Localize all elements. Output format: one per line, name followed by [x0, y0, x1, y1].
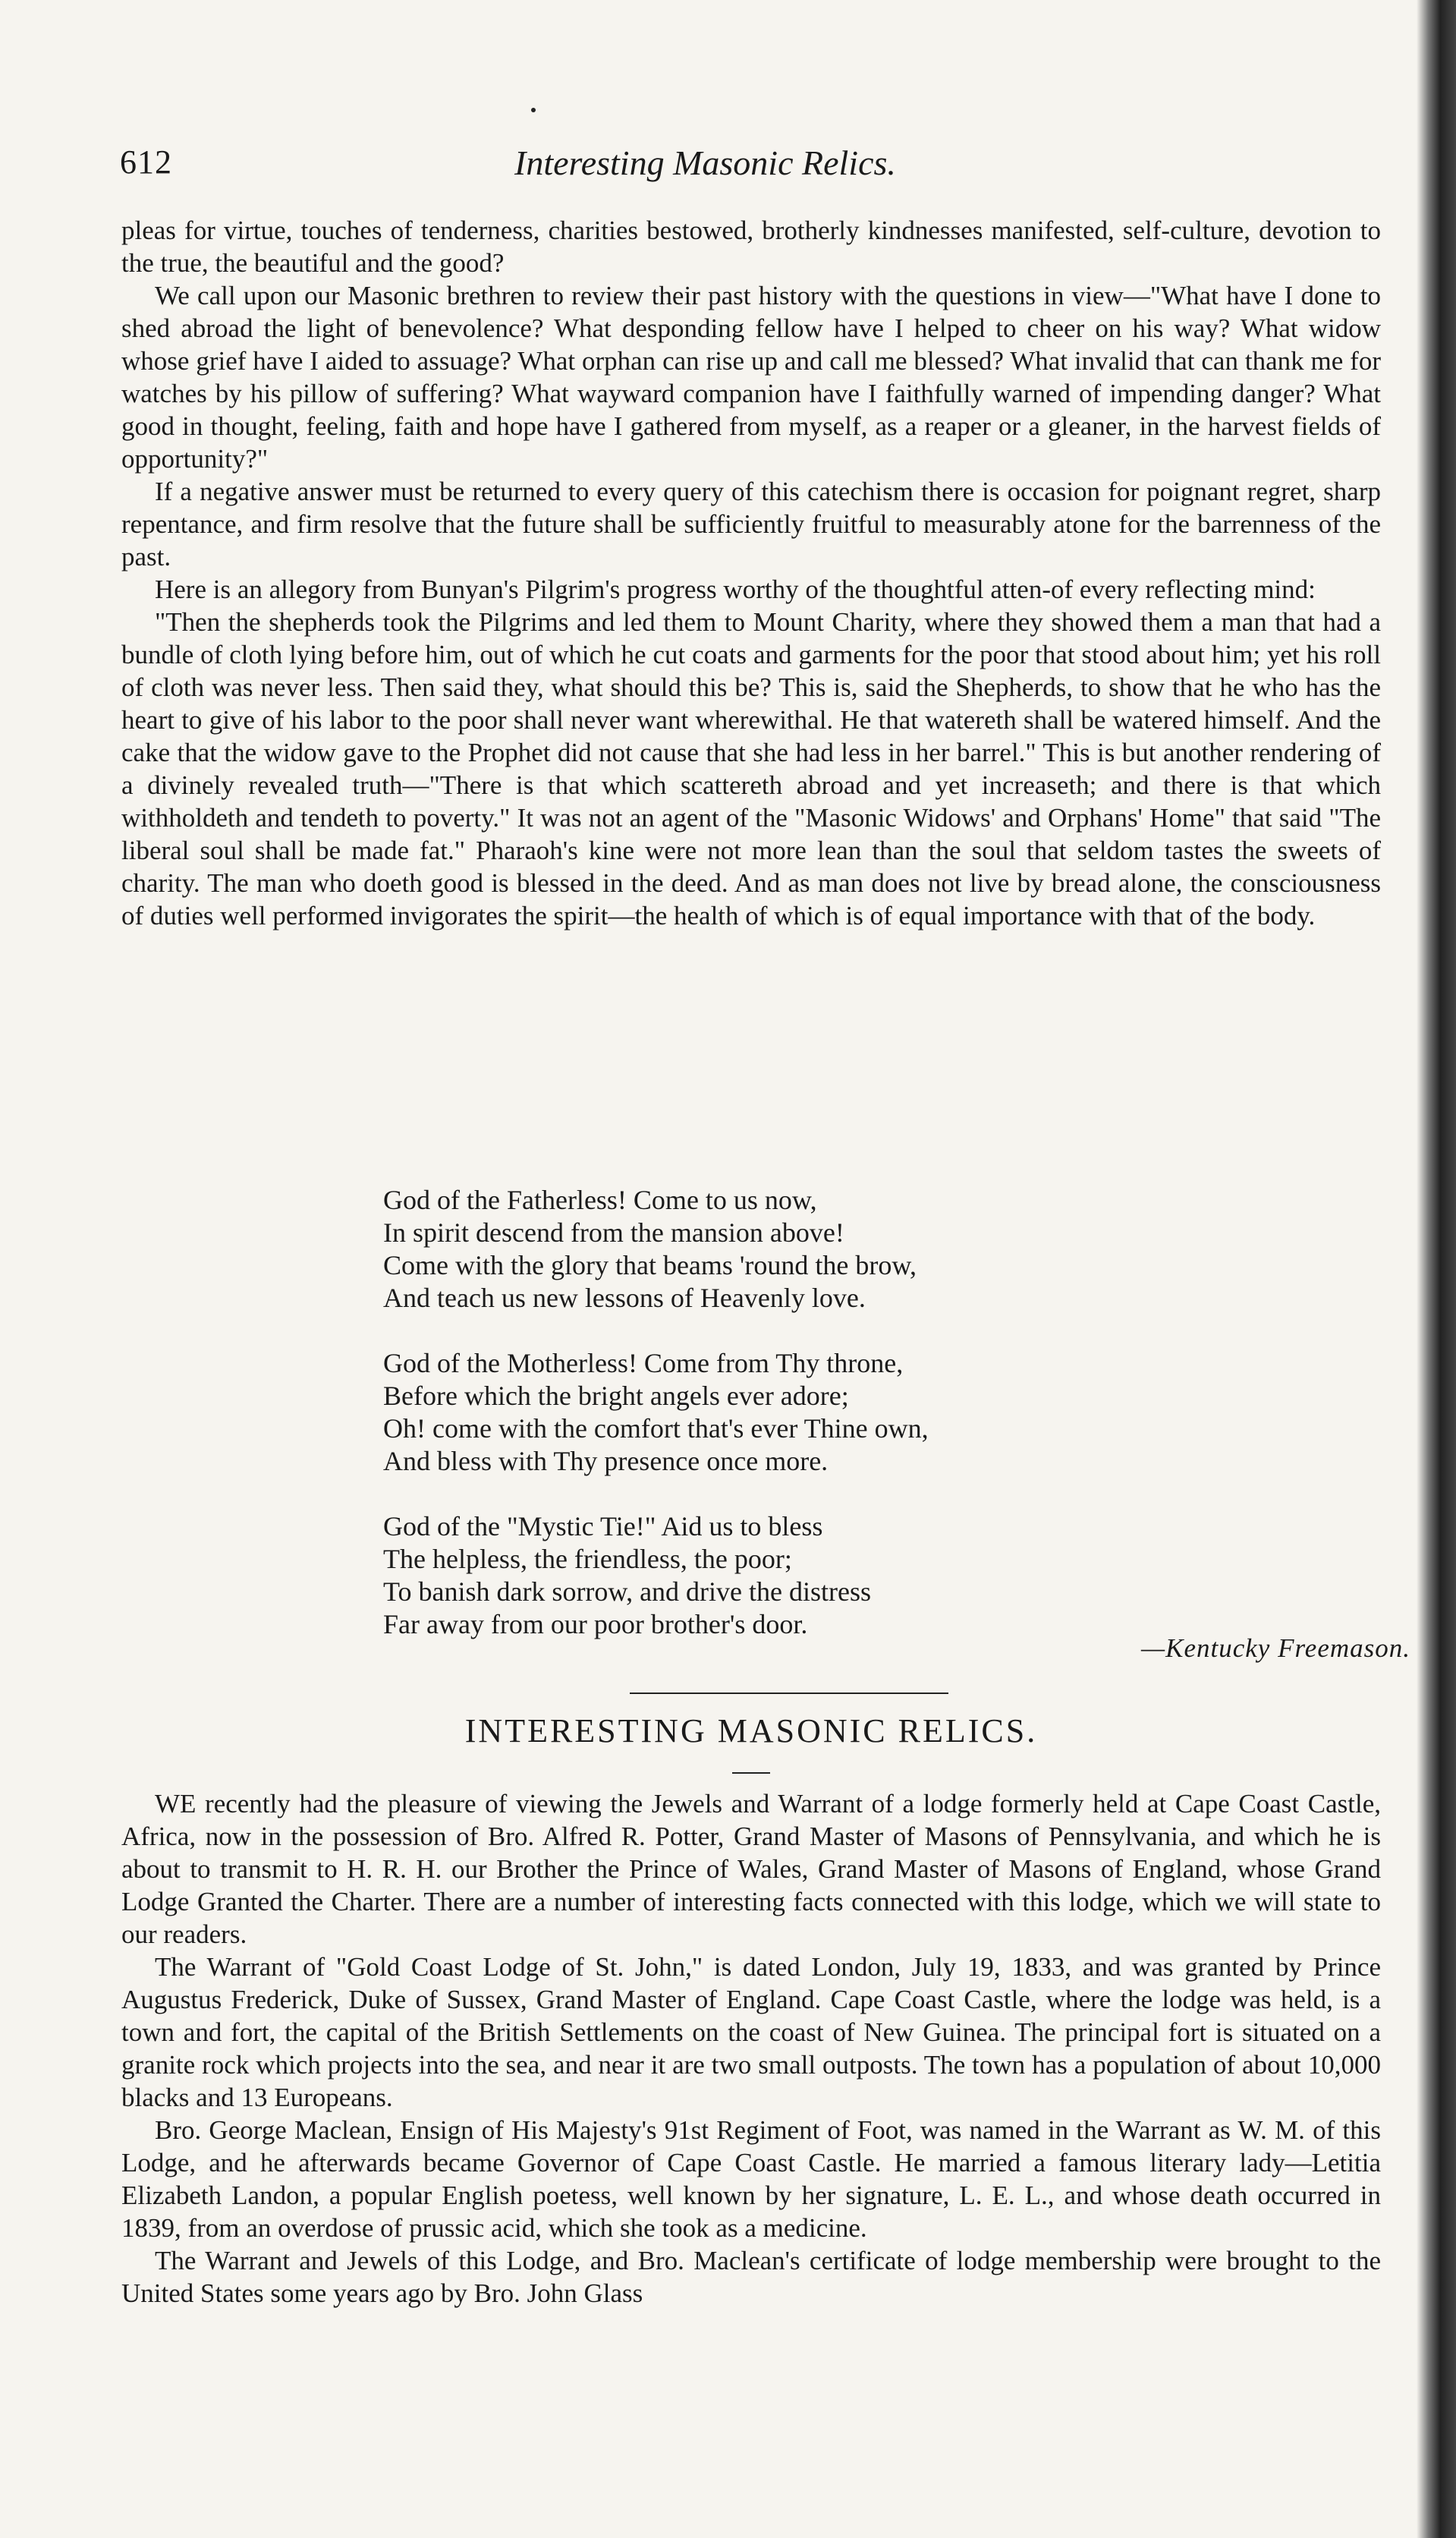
page-edge-shadow [1417, 0, 1456, 2538]
page-number: 612 [120, 143, 172, 181]
paragraph: WE recently had the pleasure of viewing the Jewels and Warrant of a lodge formerly held at Cape Coast Castle, Africa, now in the possession of Bro. Alfred R. Potter, Grand Master of Masons of Pennsylvania, and which he is about to transmit to H. R. H. our Brother the Prince of Wales, Grand Master of Masons of England, whose Grand Lodge Granted the Charter. There are a number of interesting facts connected with this lodge, which we will state to our readers. [121, 1789, 1381, 1949]
article-2-body [121, 1787, 1381, 2310]
poem-line: The helpless, the friendless, the poor; [383, 1544, 792, 1574]
poem-line: Far away from our poor brother's door. [383, 1609, 808, 1639]
title-underline [732, 1772, 770, 1774]
poem-stanza [383, 1510, 1294, 1641]
poem-line: Before which the bright angels ever adore; [383, 1381, 849, 1411]
section-divider [630, 1693, 948, 1694]
poem-line: And teach us new lessons of Heavenly love. [383, 1283, 866, 1313]
poem-attribution: —Kentucky Freemason. [1141, 1633, 1410, 1663]
ink-speck [531, 108, 536, 112]
poem-stanza [383, 1347, 1294, 1478]
poem-line: God of the Fatherless! Come to us now, [383, 1185, 817, 1215]
poem-line: In spirit descend from the mansion above! [383, 1217, 844, 1248]
running-title: Interesting Masonic Relics. [514, 143, 896, 182]
poem-line: God of the "Mystic Tie!" Aid us to bless [383, 1511, 823, 1541]
paragraph: The Warrant and Jewels of this Lodge, and Bro. Maclean's certificate of lodge membership were brought to the United States some years ago by Bro. John Glass [121, 2246, 1381, 2308]
poem-line: God of the Motherless! Come from Thy throne, [383, 1348, 904, 1378]
paragraph: If a negative answer must be returned to every query of this catechism there is occasion for poignant regret, sharp repentance, and firm resolve that the future shall be sufficiently fruitful to measurably atone for the barrenness of the past. [121, 477, 1381, 572]
poem-line: To banish dark sorrow, and drive the distress [383, 1576, 872, 1607]
article-1-body [121, 214, 1381, 932]
paragraph: Bro. George Maclean, Ensign of His Majesty's 91st Regiment of Foot, was named in the Warrant as W. M. of this Lodge, and he afterwards became Governor of Cape Coast Castle. He married a famous literary lady—Letitia Elizabeth Landon, a popular English poetess, well known by her signature, L. E. L., and whose death occurred in 1839, from an overdose of prussic acid, which she took as a medicine. [121, 2115, 1381, 2243]
paragraph: "Then the shepherds took the Pilgrims and led them to Mount Charity, where they showed them a man that had a bundle of cloth lying before him, out of which he cut coats and garments for the poor that stood about him; yet his roll of cloth was never less. Then said they, what should this be? This is, said the Shepherds, to show that he who has the heart to give of his labor to the poor shall never want wherewithal. He that watereth shall be watered himself. And the cake that the widow gave to the Prophet did not cause that she had less in her barrel." This is but another rendering of a divinely revealed truth—"There is that which scattereth abroad and yet increaseth; and there is that which withholdeth and tendeth to poverty." It was not an agent of the "Masonic Widows' and Orphans' Home" that said "The liberal soul shall be made fat." Pharaoh's kine were not more lean than the soul that seldom tastes the sweets of charity. The man who doeth good is blessed in the deed. And as man does not live by bread alone, the consciousness of duties well performed invigorates the spirit—the health of which is of equal importance with that of the body. [121, 607, 1381, 930]
section-title: INTERESTING MASONIC RELICS. [464, 1712, 1038, 1749]
poem [383, 1184, 1294, 1674]
paragraph: pleas for virtue, touches of tenderness, charities bestowed, brotherly kindnesses manifested, self-culture, devotion to the true, the beautiful and the good? [121, 216, 1381, 278]
poem-line: Come with the glory that beams 'round the brow, [383, 1250, 917, 1280]
poem-line: And bless with Thy presence once more. [383, 1446, 829, 1476]
page-header [120, 143, 1379, 196]
paragraph: We call upon our Masonic brethren to review their past history with the questions in view—"What have I done to shed abroad the light of benevolence? What desponding fellow have I helped to cheer on his way? What widow whose grief have I aided to assuage? What orphan can rise up and call me blessed? What invalid that can thank me for watches by his pillow of suffering? What wayward companion have I faithfully warned of impending danger? What good in thought, feeling, faith and hope have I gathered from myself, as a reaper or a gleaner, in the harvest fields of opportunity?" [121, 281, 1381, 474]
paragraph: The Warrant of "Gold Coast Lodge of St. John," is dated London, July 19, 1833, and was granted by Prince Augustus Frederick, Duke of Sussex, Grand Master of England. Cape Coast Castle, where the lodge was held, is a town and fort, the capital of the British Settlements on the coast of New Guinea. The principal fort is situated on a granite rock which projects into the sea, and near it are two small outposts. The town has a population of about 10,000 blacks and 13 Europeans. [121, 1952, 1381, 2112]
paragraph: Here is an allegory from Bunyan's Pilgrim's progress worthy of the thoughtful atten-of every reflecting mind: [155, 575, 1316, 604]
poem-stanza [383, 1184, 1294, 1315]
poem-line: Oh! come with the comfort that's ever Thine own, [383, 1413, 929, 1444]
